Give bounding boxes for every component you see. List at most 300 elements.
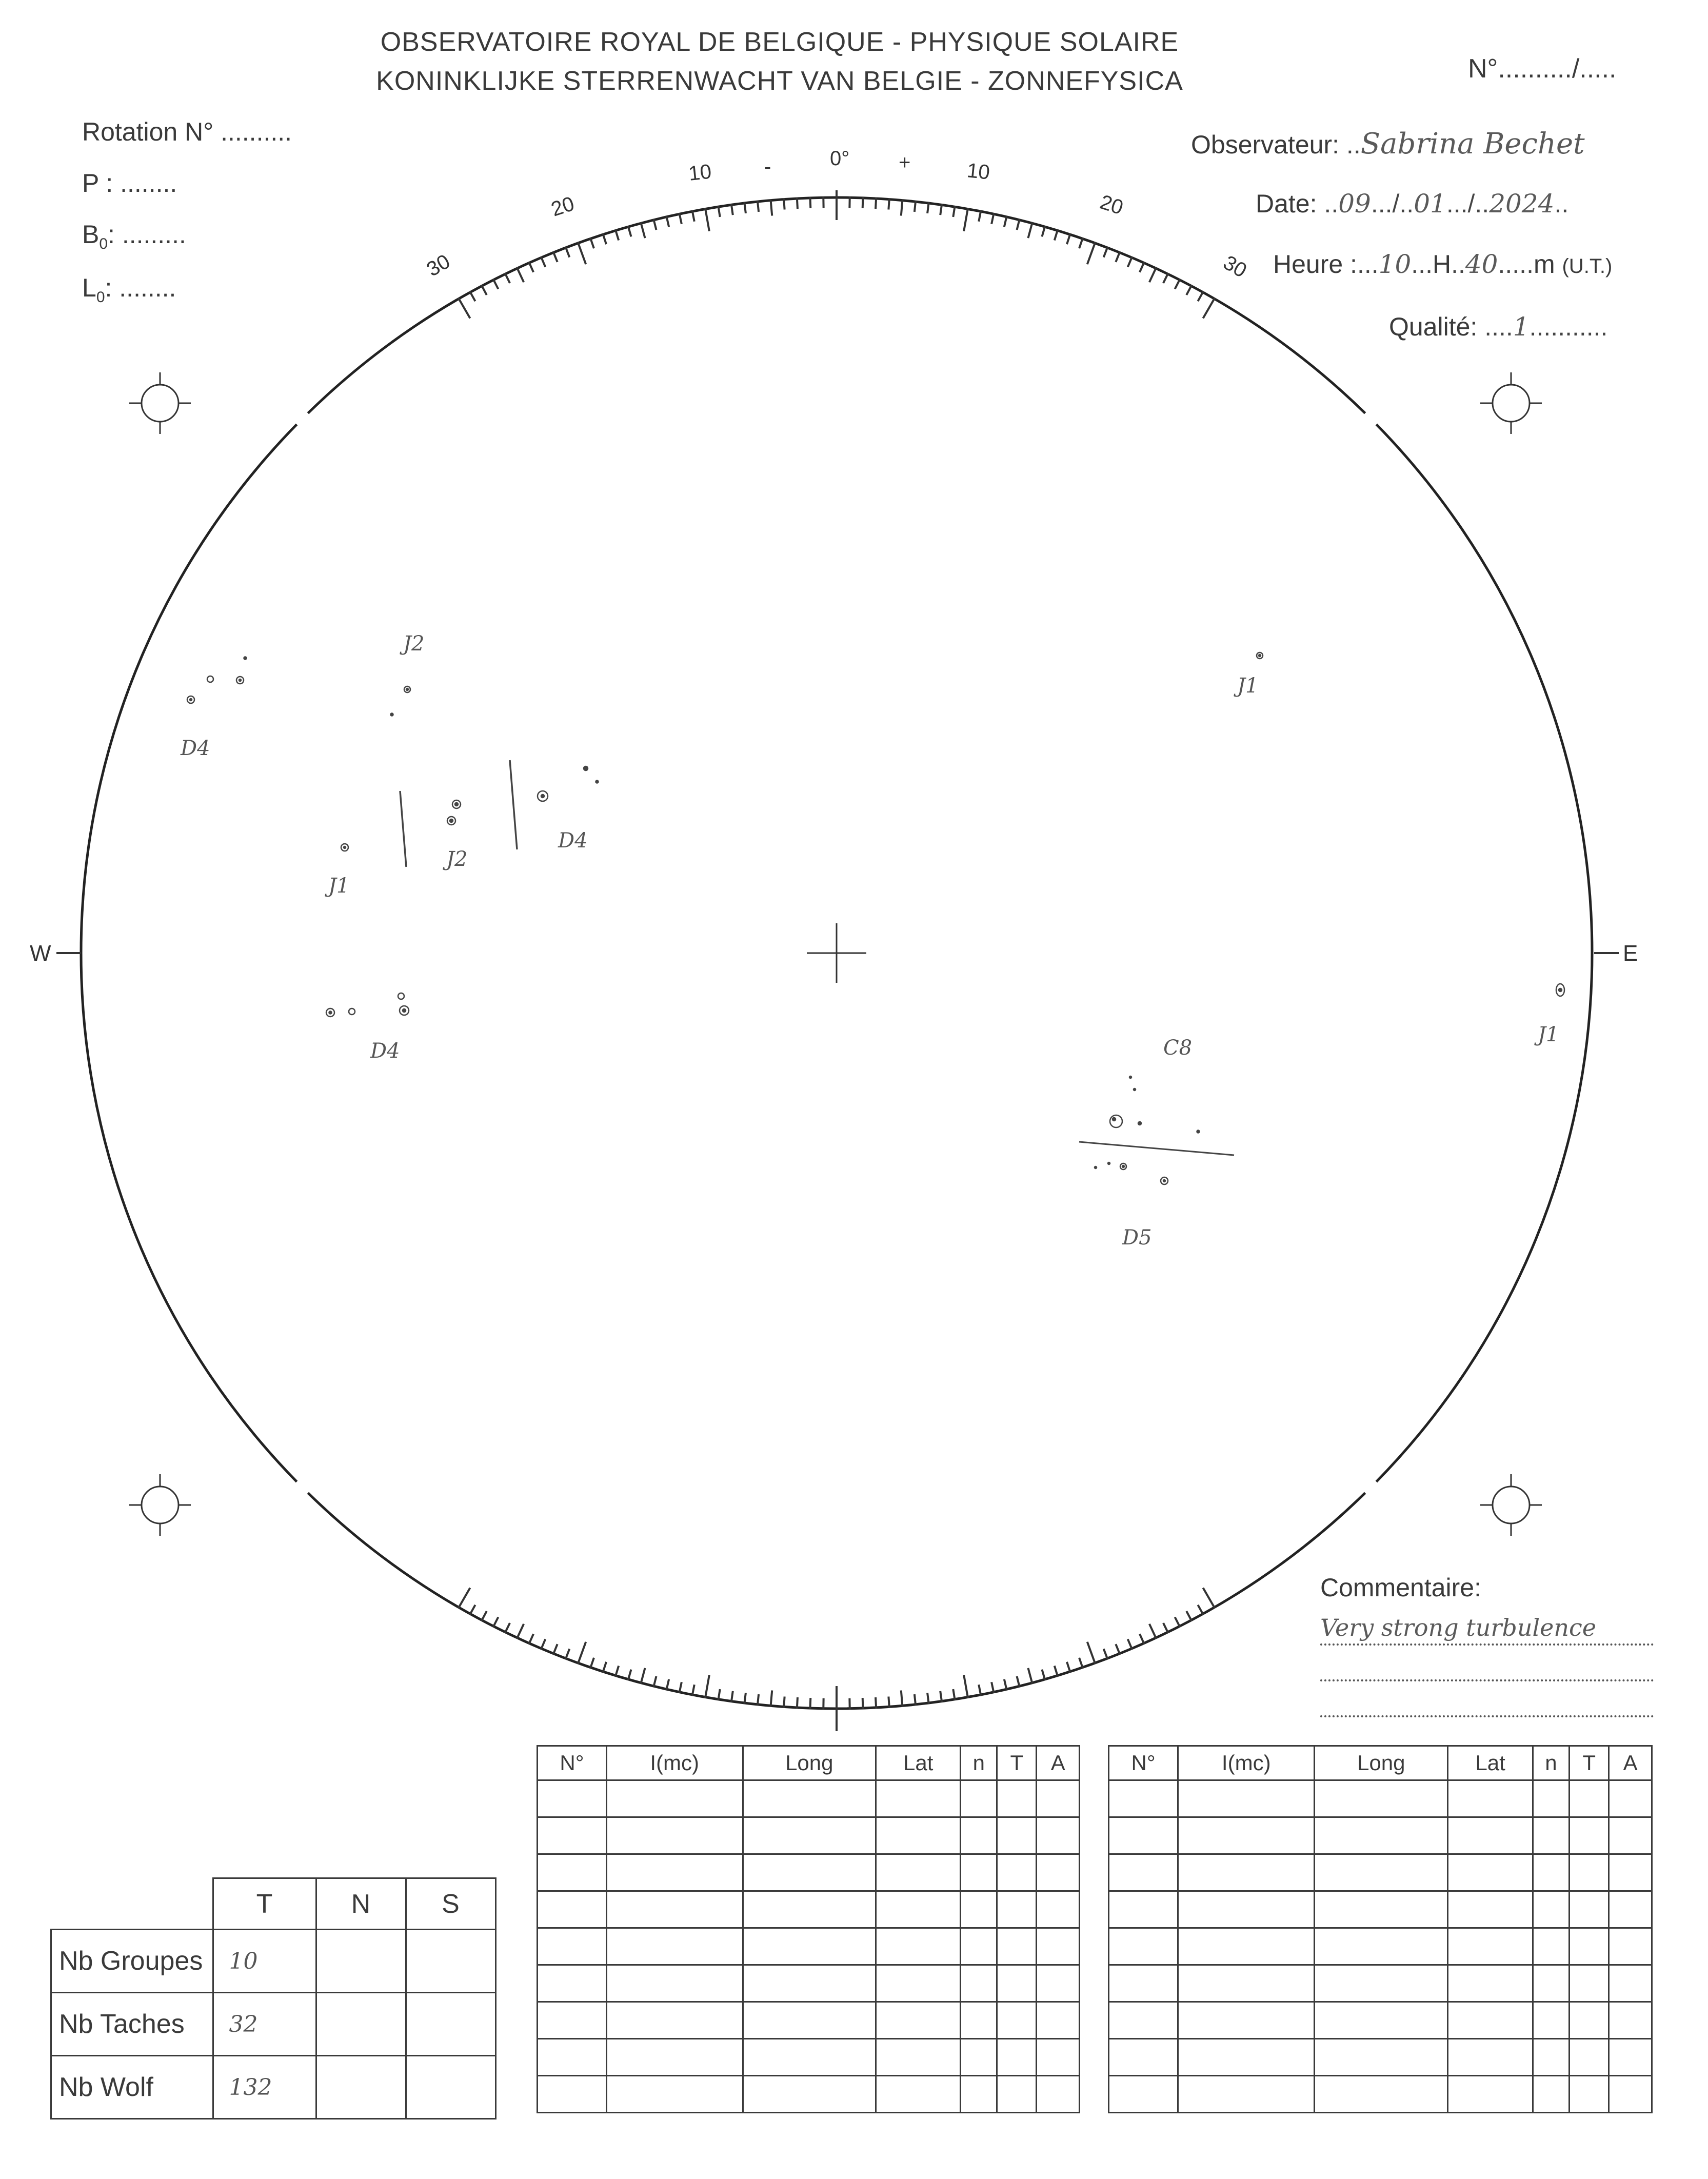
scale-tick — [505, 273, 510, 283]
scale-tick — [505, 1623, 510, 1633]
quality-label: Qualité: — [1389, 312, 1478, 341]
group-table-cell — [1448, 2076, 1533, 2113]
group-table-cell — [743, 1817, 876, 1854]
group-table-cell — [538, 2076, 607, 2113]
group-table-cell — [1178, 1928, 1315, 1965]
scale-tick — [641, 1668, 645, 1684]
group-table-cell — [961, 1780, 997, 1817]
scale-tick — [927, 202, 929, 213]
group-table-cell — [1570, 1965, 1609, 2002]
scale-tick — [901, 200, 903, 216]
group-table-cell — [1037, 2002, 1080, 2039]
group-table-cell — [606, 2076, 743, 2113]
group-table-row — [1109, 1891, 1652, 1928]
title-dutch: KONINKLIJKE STERRENWACHT VAN BELGIE - ZONNEFYSICA — [376, 66, 1183, 96]
group-table-header: n — [1533, 1746, 1569, 1780]
group-table-cell — [743, 1854, 876, 1891]
scale-tick — [578, 242, 586, 264]
scale-tick — [578, 1642, 586, 1664]
comment-text: Very strong turbulence — [1320, 1614, 1597, 1641]
group-table-cell — [1570, 1928, 1609, 1965]
group-table-header: A — [1609, 1746, 1652, 1780]
group-table-cell — [997, 1928, 1037, 1965]
scale-tick — [482, 1611, 487, 1621]
summary-header-t: T — [213, 1878, 316, 1930]
group-table-cell — [876, 1965, 961, 2002]
scale-minus: - — [764, 155, 771, 178]
scale-tick — [784, 1696, 785, 1708]
group-table-cell — [1448, 1928, 1533, 1965]
scale-tick — [517, 267, 524, 282]
group-table-cell — [997, 2076, 1037, 2113]
group-table-cell — [876, 2002, 961, 2039]
group-table-cell — [606, 1891, 743, 1928]
summary-row-label: Nb Taches — [51, 1993, 213, 2056]
group-table-cell — [1609, 1817, 1652, 1854]
disk-arc — [1376, 424, 1592, 1481]
group-table-cell — [1178, 1817, 1315, 1854]
quality-value: 1 — [1513, 312, 1530, 342]
scale-tick — [1028, 222, 1032, 238]
observer-label: Observateur: — [1191, 130, 1340, 159]
scale-left-20: 20 — [548, 192, 578, 221]
group-table-cell — [1178, 2002, 1315, 2039]
group-table-row — [538, 2039, 1080, 2076]
group-table-cell — [1037, 1817, 1080, 1854]
group-table-cell — [1315, 2076, 1448, 2113]
scale-tick — [1028, 1668, 1032, 1684]
group-table-cell — [606, 2002, 743, 2039]
group-table-cell — [997, 1891, 1037, 1928]
group-table-left — [537, 1745, 1080, 2113]
scale-tick — [1186, 285, 1191, 295]
group-table-cell — [743, 1891, 876, 1928]
group-table-cell — [1178, 1780, 1315, 1817]
scale-tick — [915, 1694, 916, 1706]
group-table-cell — [961, 1854, 997, 1891]
group-table-cell — [1037, 2039, 1080, 2076]
disk-arc — [308, 1493, 1365, 1709]
scale-tick — [1175, 279, 1180, 289]
date-month: 01 — [1414, 189, 1446, 219]
group-table-cell — [1609, 1854, 1652, 1891]
group-table-row — [1109, 1854, 1652, 1891]
summary-row — [51, 1993, 496, 2056]
group-table-cell — [961, 1817, 997, 1854]
disk-arc — [81, 424, 297, 1481]
group-table-cell — [1315, 1780, 1448, 1817]
summary-row-label: Nb Wolf — [51, 2056, 213, 2119]
group-table-cell — [743, 1965, 876, 2002]
scale-tick — [901, 1691, 903, 1707]
west-label: W — [30, 941, 51, 966]
summary-header-n: N — [316, 1878, 406, 1930]
group-table-cell — [876, 1854, 961, 1891]
group-table-row — [538, 1965, 1080, 2002]
scale-tick — [1149, 1624, 1157, 1639]
group-table-cell — [997, 1780, 1037, 1817]
group-table-cell — [538, 1854, 607, 1891]
comment-line-2 — [1320, 1650, 1654, 1681]
group-table-header: Long — [743, 1746, 876, 1780]
group-table-row — [538, 1891, 1080, 1928]
scale-tick — [1163, 273, 1168, 283]
scale-tick — [964, 208, 968, 231]
scale-tick — [810, 1698, 811, 1709]
scale-tick — [888, 1696, 889, 1708]
group-table-cell — [1109, 1965, 1178, 2002]
group-table-cell — [1037, 1891, 1080, 1928]
time-h: H — [1432, 250, 1452, 279]
scale-tick — [797, 197, 798, 209]
group-table-cell — [1315, 2002, 1448, 2039]
group-table-cell — [1533, 1965, 1569, 2002]
label-c8: C8 — [1163, 1036, 1193, 1060]
group-table-cell — [876, 1891, 961, 1928]
scale-tick — [1203, 298, 1215, 319]
group-table-cell — [961, 1965, 997, 2002]
group-table-cell — [1037, 1854, 1080, 1891]
scale-tick — [470, 1605, 475, 1615]
group-table-cell — [538, 1965, 607, 2002]
time-unit: (U.T.) — [1562, 255, 1613, 278]
time-minutes: 40 — [1465, 249, 1498, 279]
group-table-row — [1109, 2076, 1652, 2113]
scale-tick — [758, 201, 759, 212]
label-j2-top: J2 — [403, 632, 425, 656]
registration-mark — [1480, 372, 1542, 434]
label-d4-lower: D4 — [370, 1039, 400, 1063]
group-table-cell — [1533, 1891, 1569, 1928]
summary-row — [51, 1930, 496, 1993]
group-table-cell — [997, 1965, 1037, 2002]
date-day: 09 — [1338, 189, 1371, 219]
b0-subscript: 0 — [99, 235, 108, 252]
summary-value-s — [406, 2056, 495, 2119]
comment-line-3 — [1320, 1686, 1654, 1717]
group-table-cell — [1109, 1928, 1178, 1965]
scale-tick — [1186, 1611, 1191, 1621]
group-table-row — [538, 1928, 1080, 1965]
label-j1-upper-right: J1 — [1237, 674, 1259, 698]
group-table-cell — [538, 2002, 607, 2039]
group-table-cell — [1609, 2002, 1652, 2039]
group-table-header: T — [1570, 1746, 1609, 1780]
group-table-cell — [1609, 2039, 1652, 2076]
group-table-row — [538, 1780, 1080, 1817]
group-table-cell — [961, 1928, 997, 1965]
scale-tick — [1149, 267, 1157, 282]
group-table-cell — [961, 2039, 997, 2076]
scale-tick — [493, 1617, 498, 1628]
scale-right-30: 30 — [1219, 251, 1251, 283]
group-table-row — [1109, 1928, 1652, 1965]
summary-value-t: 10 — [213, 1930, 316, 1993]
scale-tick — [744, 1693, 746, 1704]
scale-tick — [888, 199, 889, 210]
group-table-cell — [1609, 1965, 1652, 2002]
time-hours: 10 — [1378, 249, 1412, 279]
summary-value-n — [316, 1930, 406, 1993]
label-j1-east: J1 — [1538, 1023, 1559, 1046]
group-table-cell — [1609, 2076, 1652, 2113]
group-table-cell — [997, 1854, 1037, 1891]
scale-tick — [770, 1691, 772, 1707]
group-table-cell — [1178, 2039, 1315, 2076]
scale-tick — [529, 1634, 533, 1644]
group-table-header: n — [961, 1746, 997, 1780]
scale-right-10: 10 — [966, 159, 991, 184]
scale-tick — [459, 1588, 470, 1609]
comment-label: Commentaire: — [1320, 1573, 1481, 1602]
group-table-cell — [1533, 2076, 1569, 2113]
group-table-row — [1109, 1780, 1652, 1817]
group-table-cell — [606, 1817, 743, 1854]
group-table-cell — [538, 1891, 607, 1928]
scale-tick — [797, 1697, 798, 1709]
scale-tick — [470, 291, 475, 301]
group-table-cell — [1570, 1817, 1609, 1854]
group-table-cell — [1109, 1854, 1178, 1891]
summary-row-label: Nb Groupes — [51, 1930, 213, 1993]
scale-tick — [784, 199, 785, 210]
scale-plus: + — [899, 151, 911, 174]
l0-value: : ........ — [105, 273, 176, 302]
scale-tick — [964, 1675, 968, 1698]
rotation-field: Rotation N° .......... — [82, 117, 292, 146]
l0-subscript: 0 — [96, 289, 105, 306]
group-table-header: I(mc) — [606, 1746, 743, 1780]
group-table-cell — [876, 1780, 961, 1817]
group-table-cell — [1570, 1891, 1609, 1928]
date-year: 2024 — [1489, 189, 1555, 219]
group-table-cell — [743, 1780, 876, 1817]
center-cross — [807, 923, 866, 983]
time-field: Heure :...10...H..40.....m (U.T.) — [1273, 249, 1613, 279]
l0-letter: L — [82, 273, 96, 302]
group-table-cell — [1533, 1780, 1569, 1817]
group-table-cell — [961, 2002, 997, 2039]
east-label: E — [1623, 941, 1638, 966]
group-table-cell — [1448, 1965, 1533, 2002]
group-table-cell — [743, 2039, 876, 2076]
group-table-cell — [997, 1817, 1037, 1854]
b0-value: : ......... — [108, 220, 186, 249]
scale-tick — [493, 279, 498, 289]
group-table-cell — [876, 1928, 961, 1965]
title-french: OBSERVATOIRE ROYAL DE BELGIQUE - PHYSIQUE SOLAIRE — [380, 27, 1179, 57]
label-d4-mid: D4 — [558, 829, 588, 853]
group-table-cell — [1533, 1817, 1569, 1854]
summary-value-n — [316, 2056, 406, 2119]
group-table-row — [538, 2002, 1080, 2039]
group-table-row — [1109, 2039, 1652, 2076]
p-field: P : ........ — [82, 169, 177, 197]
group-table-cell — [606, 1965, 743, 2002]
quality-field: Qualité: ....1........... — [1389, 312, 1608, 342]
scale-tick — [641, 222, 645, 238]
scale-tick — [810, 197, 811, 208]
scale-left-30: 30 — [423, 250, 454, 281]
summary-table — [50, 1877, 496, 2119]
group-table-cell — [1178, 1854, 1315, 1891]
group-table-row — [1109, 2002, 1652, 2039]
summary-value-t: 132 — [213, 2056, 316, 2119]
group-table-cell — [1448, 2039, 1533, 2076]
scale-tick — [705, 208, 709, 231]
scale-tick — [529, 262, 533, 272]
group-table-cell — [1609, 1891, 1652, 1928]
scale-tick — [705, 1675, 709, 1698]
group-table-cell — [606, 1928, 743, 1965]
group-table-cell — [1448, 2002, 1533, 2039]
label-j2-mid: J2 — [446, 847, 468, 871]
scale-tick — [770, 200, 772, 216]
group-table-cell — [1570, 2002, 1609, 2039]
group-table-cell — [1570, 2076, 1609, 2113]
group-table-cell — [743, 2076, 876, 2113]
label-j1-left: J1 — [328, 874, 350, 898]
scale-tick — [517, 1624, 524, 1639]
scale-tick — [927, 1693, 929, 1704]
scale-tick — [758, 1694, 759, 1706]
group-table-header: Lat — [1448, 1746, 1533, 1780]
group-table-cell — [743, 1928, 876, 1965]
group-table-header: N° — [538, 1746, 607, 1780]
group-table-cell — [606, 2039, 743, 2076]
date-label: Date: — [1256, 189, 1317, 218]
group-table-header: I(mc) — [1178, 1746, 1315, 1780]
group-table-cell — [1109, 2076, 1178, 2113]
label-d4-upper-left: D4 — [181, 737, 210, 760]
group-table-row — [538, 2076, 1080, 2113]
group-table-row — [538, 1854, 1080, 1891]
group-table-cell — [538, 1780, 607, 1817]
group-table-cell — [1037, 2076, 1080, 2113]
group-table-cell — [1570, 2039, 1609, 2076]
group-table-header: A — [1037, 1746, 1080, 1780]
group-table-cell — [961, 1891, 997, 1928]
group-table-cell — [1315, 1965, 1448, 2002]
group-table-cell — [1609, 1928, 1652, 1965]
scale-right-20: 20 — [1097, 190, 1126, 220]
group-table-cell — [1315, 1928, 1448, 1965]
group-table-cell — [1533, 2039, 1569, 2076]
group-table-cell — [1315, 1854, 1448, 1891]
registration-marks — [129, 372, 1542, 1536]
group-table-cell — [1109, 1780, 1178, 1817]
group-table-cell — [1109, 2039, 1178, 2076]
group-table-cell — [1178, 1965, 1315, 2002]
group-table-cell — [876, 1817, 961, 1854]
group-table-cell — [538, 1817, 607, 1854]
scale-tick — [1203, 1588, 1215, 1609]
group-table-cell — [997, 2039, 1037, 2076]
summary-header-s: S — [406, 1878, 495, 1930]
group-table-row — [1109, 1965, 1652, 2002]
group-table-header: Lat — [876, 1746, 961, 1780]
group-table-cell — [1037, 1965, 1080, 2002]
group-table-cell — [1448, 1817, 1533, 1854]
summary-value-t: 32 — [213, 1993, 316, 2056]
group-table-cell — [1178, 1891, 1315, 1928]
group-table-cell — [1570, 1854, 1609, 1891]
group-table-cell — [743, 2002, 876, 2039]
scale-tick — [1198, 1605, 1203, 1615]
sheet-number: N°........../..... — [1468, 54, 1617, 84]
group-table-cell — [1315, 2039, 1448, 2076]
group-table-cell — [961, 2076, 997, 2113]
group-table-row — [538, 1817, 1080, 1854]
time-label: Heure : — [1273, 250, 1357, 279]
group-table-cell — [1178, 2076, 1315, 2113]
group-table-cell — [1448, 1891, 1533, 1928]
group-table-cell — [1609, 1780, 1652, 1817]
group-table-header: T — [997, 1746, 1037, 1780]
scale-tick — [1140, 262, 1144, 272]
b0-letter: B — [82, 220, 100, 249]
time-m: m — [1533, 250, 1555, 279]
disk-arc — [308, 197, 1365, 413]
scale-tick — [1198, 291, 1203, 301]
date-field: Date: ..09.../..01.../..2024.. — [1256, 189, 1569, 219]
summary-value-s — [406, 1993, 495, 2056]
summary-value-n — [316, 1993, 406, 2056]
group-table-cell — [1533, 1928, 1569, 1965]
scale-tick — [915, 201, 916, 212]
registration-mark — [129, 1474, 191, 1536]
summary-row — [51, 2056, 496, 2119]
observer-field: Observateur: ..Sabrina Bechet — [1191, 127, 1585, 161]
group-table-right — [1108, 1745, 1653, 2113]
group-table-cell — [538, 1928, 607, 1965]
scale-tick — [1163, 1623, 1168, 1633]
registration-mark — [1480, 1474, 1542, 1536]
group-table-cell — [1570, 1780, 1609, 1817]
registration-mark — [129, 372, 191, 434]
summary-value-s — [406, 1930, 495, 1993]
group-table-cell — [1037, 1928, 1080, 1965]
group-table-cell — [1533, 1854, 1569, 1891]
group-table-cell — [538, 2039, 607, 2076]
scale-tick — [459, 298, 470, 319]
group-table-header: Long — [1315, 1746, 1448, 1780]
group-table-cell — [997, 2002, 1037, 2039]
group-table-cell — [606, 1854, 743, 1891]
scale-left-10: 10 — [687, 160, 713, 185]
scale-tick — [1087, 242, 1096, 264]
label-d5: D5 — [1122, 1226, 1152, 1250]
group-table-header: N° — [1109, 1746, 1178, 1780]
scale-zero: 0° — [830, 147, 850, 170]
scale-tick — [1175, 1617, 1180, 1628]
group-table-row — [1109, 1817, 1652, 1854]
sunspots — [187, 652, 1564, 1184]
scale-tick — [1140, 1634, 1144, 1644]
observer-value: Sabrina Bechet — [1360, 127, 1585, 161]
group-table-cell — [1037, 1780, 1080, 1817]
group-table-cell — [606, 1780, 743, 1817]
group-table-cell — [1109, 1817, 1178, 1854]
group-table-cell — [1109, 2002, 1178, 2039]
scale-tick — [744, 202, 746, 213]
group-table-cell — [1315, 1817, 1448, 1854]
group-table-cell — [1448, 1854, 1533, 1891]
group-table-cell — [1315, 1891, 1448, 1928]
group-table-cell — [1533, 2002, 1569, 2039]
scale-tick — [482, 285, 487, 295]
group-table-cell — [1109, 1891, 1178, 1928]
